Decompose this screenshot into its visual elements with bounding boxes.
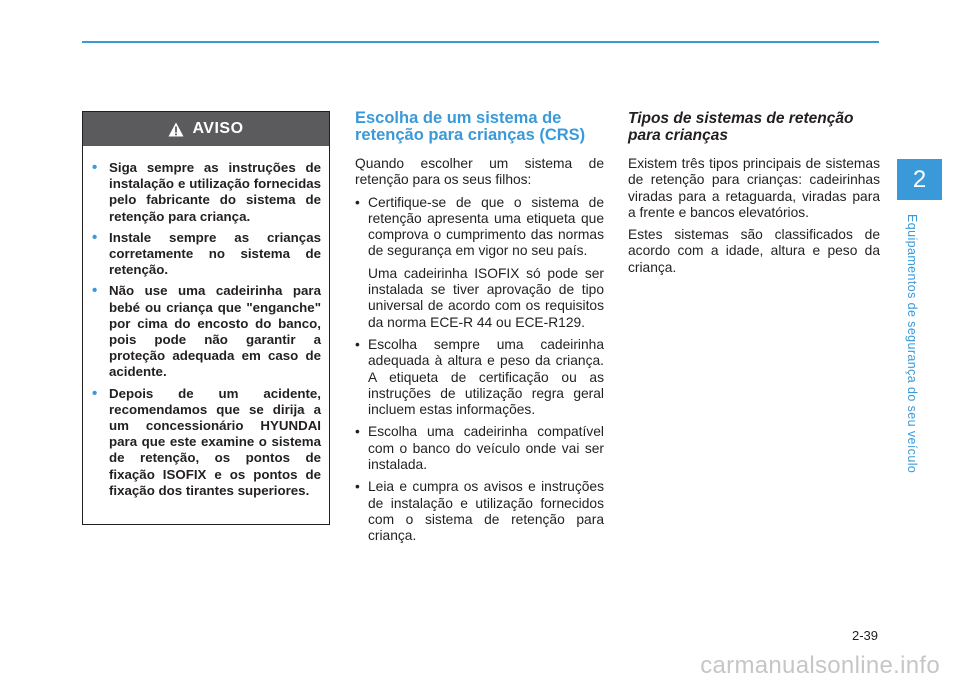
list-item-text: Certifique-se de que o sistema de retenção apresenta uma etiqueta que comprova o cumprimento das normas de segurança em vigor no seu país. [368, 194, 604, 259]
crs-types-section [628, 110, 880, 282]
list-item: • Leia e cumpra os avisos e instruções de instalação e utilização fornecidos com o sistema de retenção para criança. [355, 479, 604, 544]
warning-item: • Instale sempre as crianças corretamente no sistema de retenção. [101, 230, 321, 279]
crs-selection-section [355, 110, 604, 551]
warning-list [83, 146, 329, 499]
watermark: carmanualsonline.info [700, 652, 940, 679]
page-number: 2-39 [851, 628, 878, 643]
warning-triangle-icon [168, 122, 184, 137]
paragraph: Estes sistemas são classificados de acordo com a idade, altura e peso da criança. [628, 227, 880, 275]
header-rule [82, 41, 879, 43]
warning-item: • Siga sempre as instruções de instalação e utilização fornecidas pelo fabricante do sistema de retenção para criança. [101, 160, 321, 225]
list-item: • Escolha uma cadeirinha compatível com o banco do veículo onde vai ser instalada. [355, 424, 604, 473]
warning-box [82, 111, 330, 525]
selection-list [355, 195, 604, 545]
list-item: • Escolha sempre uma cadeirinha adequada à altura e peso da criança. A etiqueta de certificação ou as instruções de utilização regra geral incluem estas informações. [355, 337, 604, 418]
list-item [355, 195, 604, 331]
section-intro: Quando escolher um sistema de retenção para os seus filhos: [355, 156, 604, 188]
chapter-tab: 2 [897, 159, 942, 200]
warning-title: AVISO [192, 120, 244, 137]
section-title: Escolha de um sistema de retenção para crianças (CRS) [355, 109, 586, 144]
warning-header [83, 112, 329, 146]
paragraph: Existem três tipos principais de sistemas de retenção para crianças: cadeirinhas viradas para a retaguarda, viradas para a frente e bancos elevatórios. [628, 156, 880, 220]
subsection-title: Tipos de sistemas de retenção para crianças [628, 110, 854, 144]
warning-item: • Não use uma cadeirinha para bebé ou criança que "enganche" por cima do encosto do banco, pois pode não garantir a proteção adequada em caso de acidente. [101, 283, 321, 380]
list-item-note: Uma cadeirinha ISOFIX só pode ser instalada se tiver aprovação de tipo universal de acordo com os requisitos da norma ECE-R 44 ou ECE-R129. [368, 265, 604, 330]
warning-item: • Depois de um acidente, recomendamos que se dirija a um concessionário HYUNDAI para que este examine o sistema de retenção, os pontos de fixação ISOFIX e os pontos de fixação dos tirantes superiores. [101, 386, 321, 499]
chapter-side-label: Equipamentos de segurança do seu veículo [905, 214, 919, 474]
